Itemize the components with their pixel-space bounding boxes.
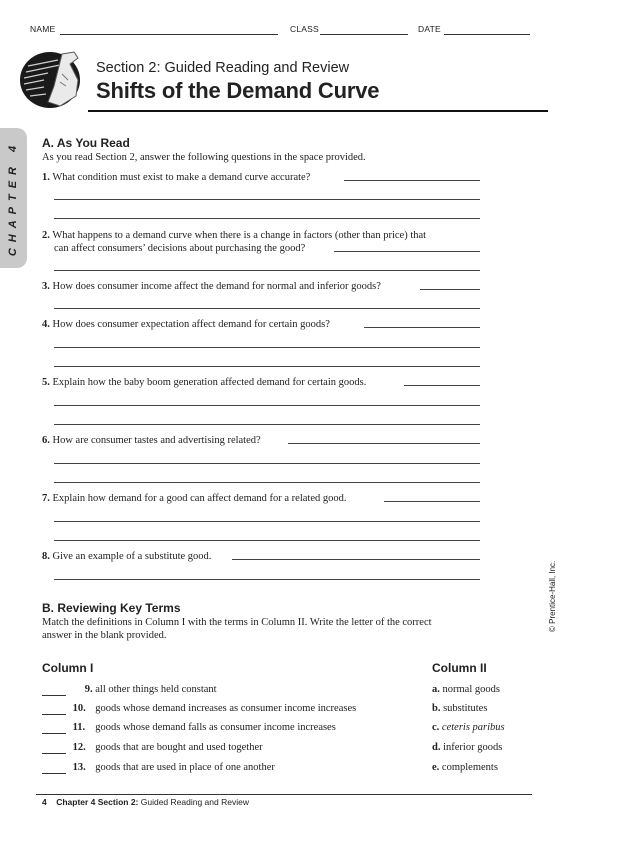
page-number: 4 [42, 797, 47, 807]
copyright: © Prentice-Hall, Inc. [548, 560, 557, 632]
answer-line[interactable] [54, 366, 480, 367]
name-field[interactable] [60, 34, 278, 35]
answer-blank[interactable] [42, 742, 66, 754]
question-3: 3. How does consumer income affect the demand for normal and inferior goods? [42, 281, 381, 292]
answer-blank[interactable] [42, 722, 66, 734]
definition-row: 13. goods that are used in place of one another [42, 762, 275, 774]
class-label: CLASS [290, 24, 319, 34]
answer-line[interactable] [54, 199, 480, 200]
question-5: 5. Explain how the baby boom generation affected demand for certain goods. [42, 377, 367, 388]
question-6: 6. How are consumer tastes and advertising related? [42, 435, 261, 446]
question-4: 4. How does consumer expectation affect demand for certain goods? [42, 319, 330, 330]
answer-line[interactable] [54, 218, 480, 219]
answer-line[interactable] [54, 540, 480, 541]
definition-row: 11. goods whose demand falls as consumer income increases [42, 722, 336, 734]
part-a-instructions: As you read Section 2, answer the following questions in the space provided. [42, 152, 366, 163]
answer-line[interactable] [232, 559, 480, 560]
answer-line[interactable] [420, 289, 480, 290]
answer-line[interactable] [54, 521, 480, 522]
definition-row: 10. goods whose demand increases as consumer income increases [42, 703, 356, 715]
part-b-heading: B. Reviewing Key Terms [42, 601, 181, 615]
chapter-tab-label: CHAPTER 4 [7, 139, 19, 257]
question-1: 1. What condition must exist to make a demand curve accurate? [42, 172, 311, 183]
footer-title: Guided Reading and Review [140, 797, 249, 807]
part-a-heading: A. As You Read [42, 136, 130, 150]
reading-hand-icon [18, 50, 92, 110]
answer-line[interactable] [54, 424, 480, 425]
page-title: Shifts of the Demand Curve [96, 78, 380, 103]
definition-row: 9. all other things held constant [42, 684, 217, 696]
answer-line[interactable] [404, 385, 480, 386]
footer-chapter: Chapter 4 Section 2: [56, 797, 139, 807]
answer-line[interactable] [54, 270, 480, 271]
answer-blank[interactable] [42, 762, 66, 774]
part-b-instructions: Match the definitions in Column I with the terms in Column II. Write the letter of the correct [42, 617, 432, 628]
section-label: Section 2: Guided Reading and Review [96, 60, 350, 76]
answer-line[interactable] [54, 308, 480, 309]
term-item: d. inferior goods [432, 742, 503, 753]
column-2-heading: Column II [432, 661, 487, 675]
answer-line[interactable] [334, 251, 480, 252]
term-item: a. normal goods [432, 684, 500, 695]
column-1-heading: Column I [42, 661, 94, 675]
question-8: 8. Give an example of a substitute good. [42, 551, 212, 562]
answer-line[interactable] [54, 347, 480, 348]
answer-blank[interactable] [42, 703, 66, 715]
name-label: NAME [30, 24, 56, 34]
answer-line[interactable] [364, 327, 480, 328]
title-rule [88, 110, 548, 112]
answer-line[interactable] [54, 463, 480, 464]
definition-row: 12. goods that are bought and used together [42, 742, 263, 754]
answer-line[interactable] [54, 579, 480, 580]
answer-blank[interactable] [42, 684, 66, 696]
date-label: DATE [418, 24, 441, 34]
answer-line[interactable] [54, 482, 480, 483]
question-2-cont: can affect consumers’ decisions about purchasing the good? [54, 243, 306, 254]
footer [42, 797, 249, 807]
answer-line[interactable] [288, 443, 480, 444]
date-field[interactable] [444, 34, 530, 35]
question-2: 2. What happens to a demand curve when there is a change in factors (other than price) that [42, 230, 427, 241]
answer-line[interactable] [384, 501, 480, 502]
answer-line[interactable] [54, 405, 480, 406]
term-item: c. ceteris paribus [432, 722, 505, 733]
answer-line[interactable] [344, 180, 480, 181]
footer-rule [36, 794, 532, 795]
part-b-instructions-cont: answer in the blank provided. [42, 630, 167, 641]
term-item: b. substitutes [432, 703, 488, 714]
term-item: e. complements [432, 762, 498, 773]
class-field[interactable] [320, 34, 408, 35]
question-7: 7. Explain how demand for a good can affect demand for a related good. [42, 493, 347, 504]
